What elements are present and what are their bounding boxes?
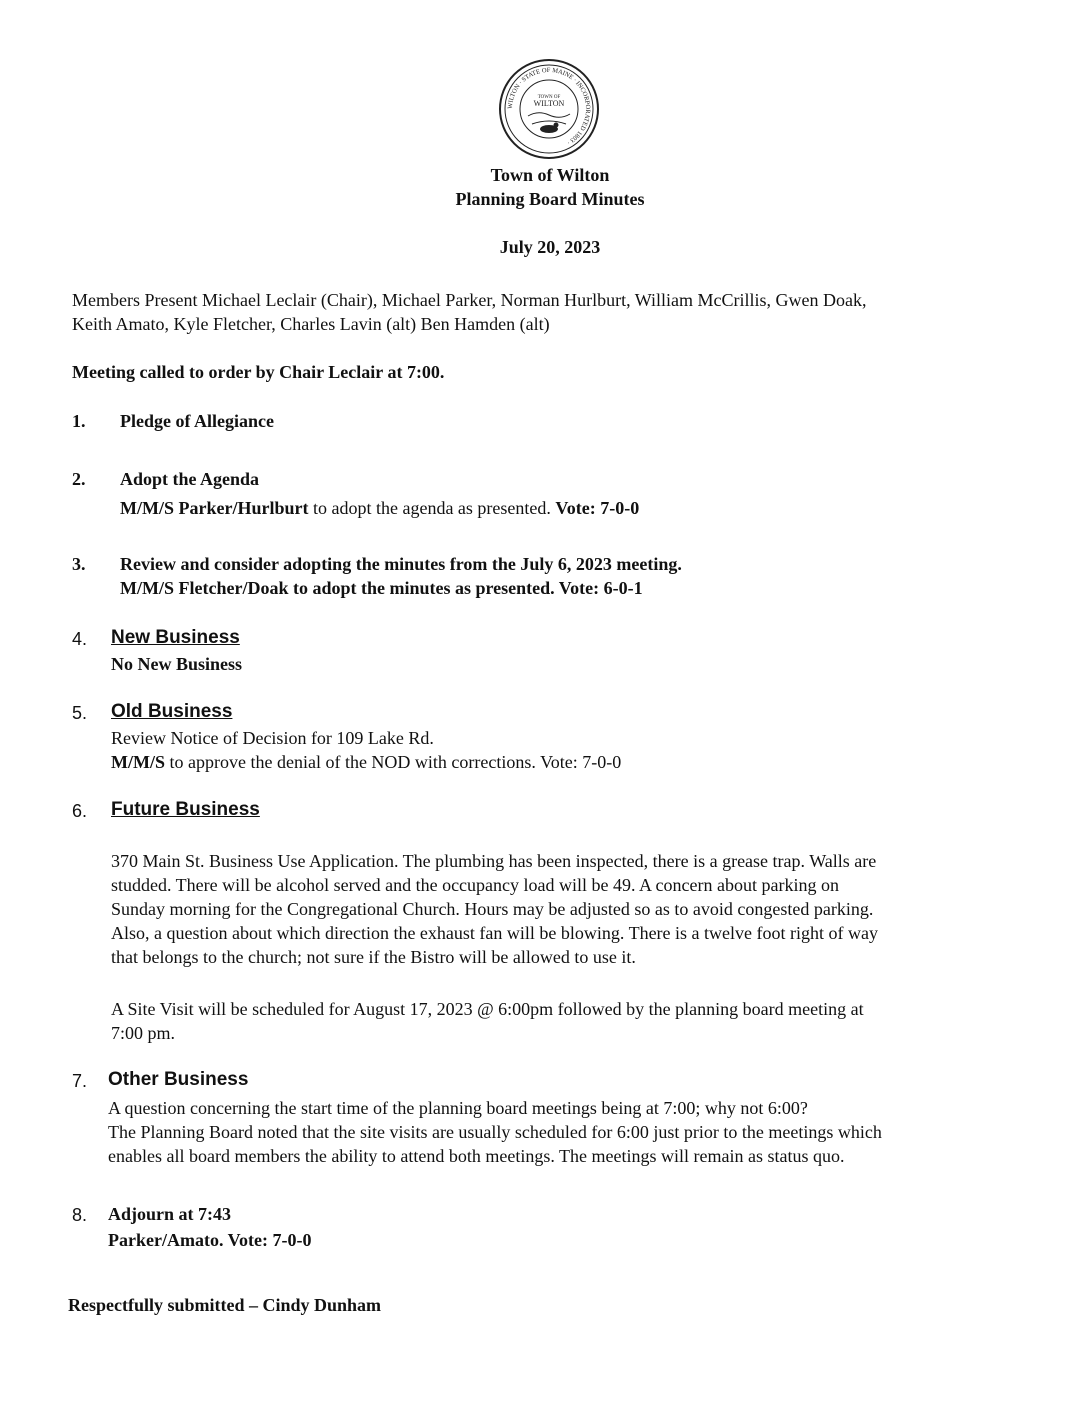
members-line-1: Members Present Michael Leclair (Chair), Michael Parker, Norman Hurlburt, William McCrillis, Gwen Doak,	[72, 290, 867, 310]
future-business-line: Also, a question about which direction the exhaust fan will be blowing. There is a twelve foot right of way	[111, 923, 878, 943]
site-visit-line: 7:00 pm.	[111, 1023, 176, 1043]
svg-text:WILTON: WILTON	[533, 99, 565, 108]
section-heading-new-business: New Business	[111, 627, 240, 648]
town-title: Town of Wilton	[490, 165, 610, 185]
other-business-text	[108, 1096, 1068, 1168]
section-heading-old-business: Old Business	[111, 701, 233, 722]
future-business-paragraph-2	[111, 997, 1071, 1045]
new-business-text: No New Business	[111, 654, 243, 674]
future-business-line: that belongs to the church; not sure if the Bistro will be allowed to use it.	[111, 947, 636, 967]
item-number-3: 3.	[72, 554, 86, 574]
future-business-paragraph-1	[111, 849, 1071, 969]
item-number-7: 7.	[72, 1071, 88, 1091]
item-title-agenda: Adopt the Agenda	[120, 469, 260, 489]
old-business-motion-label: M/M/S	[111, 752, 165, 772]
meeting-date: July 20, 2023	[499, 237, 601, 257]
adjourn-motion: Parker/Amato. Vote: 7-0-0	[108, 1230, 312, 1250]
future-business-line: 370 Main St. Business Use Application. The plumbing has been inspected, there is a grease trap. Walls are	[111, 851, 877, 871]
signature-line: Respectfully submitted – Cindy Dunham	[68, 1295, 382, 1315]
item-number-8: 8.	[72, 1205, 88, 1225]
svg-text:TOWN OF: TOWN OF	[537, 95, 561, 100]
agenda-motion-movers: M/M/S Parker/Hurlburt	[120, 498, 309, 518]
item-title-minutes: Review and consider adopting the minutes from the July 6, 2023 meeting.	[120, 554, 682, 574]
members-line-2: Keith Amato, Kyle Fletcher, Charles Lavin (alt) Ben Hamden (alt)	[72, 314, 550, 334]
item-number-5: 5.	[72, 703, 88, 723]
adjourn-title: Adjourn at 7:43	[108, 1204, 232, 1224]
item-number-1: 1.	[72, 411, 86, 431]
item-number-4: 4.	[72, 629, 88, 649]
item-number-2: 2.	[72, 469, 86, 489]
other-business-line: The Planning Board noted that the site visits are usually scheduled for 6:00 just prior to the meetings which	[108, 1122, 882, 1142]
old-business-motion-text: to approve the denial of the NOD with corrections. Vote: 7-0-0	[165, 752, 622, 772]
old-business-line: Review Notice of Decision for 109 Lake Rd.	[111, 728, 434, 748]
agenda-motion-text: to adopt the agenda as presented.	[308, 498, 556, 518]
site-visit-line: A Site Visit will be scheduled for August 17, 2023 @ 6:00pm followed by the planning board meeting at	[111, 999, 864, 1019]
town-seal-logo	[498, 58, 600, 160]
item-title-pledge: Pledge of Allegiance	[120, 411, 274, 431]
old-business-motion	[111, 750, 621, 774]
agenda-motion-vote: Vote: 7-0-0	[555, 498, 640, 518]
other-business-line: enables all board members the ability to attend both meetings. The meetings will remain as status quo.	[108, 1146, 845, 1166]
section-heading-other-business: Other Business	[108, 1069, 249, 1090]
call-to-order: Meeting called to order by Chair Leclair at 7:00.	[72, 362, 445, 382]
future-business-line: Sunday morning for the Congregational Church. Hours may be adjusted so as to avoid congested parking.	[111, 899, 874, 919]
svg-text:WILTON · STATE OF MAINE · INCO: WILTON · STATE OF MAINE · INCORPORATED 1803 ·	[506, 66, 592, 146]
future-business-line: studded. There will be alcohol served and the occupancy load will be 49. A concern about parking on	[111, 875, 839, 895]
other-business-line: A question concerning the start time of the planning board meetings being at 7:00; why not 6:00?	[108, 1098, 808, 1118]
doc-title: Planning Board Minutes	[455, 189, 645, 209]
agenda-motion	[120, 496, 639, 520]
item-number-6: 6.	[72, 801, 88, 821]
minutes-motion: M/M/S Fletcher/Doak to adopt the minutes as presented. Vote: 6-0-1	[120, 578, 643, 598]
section-heading-future-business: Future Business	[111, 799, 260, 820]
